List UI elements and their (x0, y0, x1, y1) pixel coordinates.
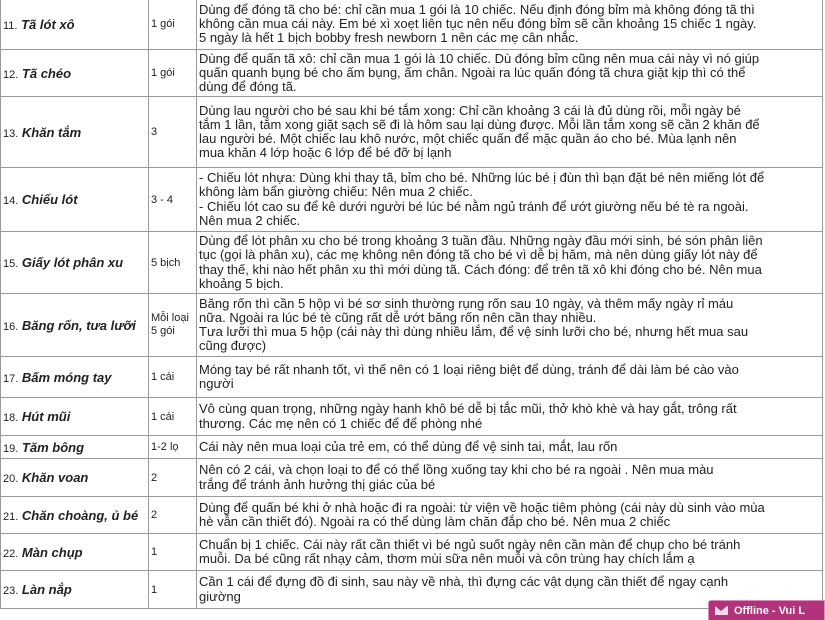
item-name-cell (1, 459, 149, 497)
table-row (1, 232, 823, 294)
item-description: Nên có 2 cái, và chọn loại to để có thể lồng xuống tay khi cho bé ra ngoài . Nên mua màu trắng để tránh ảnh hưởng thị giác của bé (197, 459, 823, 497)
item-quantity: 2 (149, 497, 197, 534)
table-row (1, 571, 823, 609)
item-name-cell (1, 436, 149, 459)
item-name-cell (1, 497, 149, 534)
item-number: 13. (3, 127, 19, 140)
item-number: 12. (3, 68, 19, 81)
item-name-cell (1, 571, 149, 609)
item-number: 23. (3, 585, 19, 597)
item-number: 21. (3, 510, 19, 523)
item-name: Bấm móng tay (21, 369, 112, 385)
item-description: Dùng để đóng tã cho bé: chỉ cần mua 1 gói là 10 chiếc. Nếu định đóng bỉm mà không đóng tã thì không cần mua cái này. Em bé xì xoẹt liên tục nên nếu đóng bỉm sẽ cần khoảng 15 chiếc 1 ngày. 5 ngày là hết 1 bịch bobby fresh newborn 1 nên các mẹ cân nhắc. (197, 0, 823, 50)
item-name: Giấy lót phân xu (21, 255, 124, 270)
item-description: Dùng lau người cho bé sau khi bé tắm xong: Chỉ cần khoảng 3 cái là đủ dùng rồi, mỗi ngày bé tắm 1 lần, tắm xong giặt sạch sẽ đi là hôm sau lại dùng được. Mỗi lần tắm xong sẽ cần 2 khăn để lau người bé. Một chiếc lau khô nước, một chiếc quấn để mặc quần áo cho bé. Mùa lạnh nên mua khăn 4 lớp hoặc 6 lớp để bé đỡ bị lạnh (197, 97, 823, 168)
table-row (1, 168, 823, 232)
item-name-cell (1, 97, 149, 168)
item-description: Băng rốn thì cần 5 hộp vì bé sơ sinh thường rụng rốn sau 10 ngày, và thêm mấy ngày rỉ máu nữa. Ngoài ra lúc bé tè cũng rất dễ ướt băng rốn nên cần thay nhiều. Tưa lưỡi thì mua 5 hộp (cái này thì dùng nhiều lắm, để vệ sinh lưỡi cho bé, nhưng hết mua sau cũng được) (197, 294, 823, 357)
table-row (1, 294, 823, 357)
item-number: 22. (3, 547, 19, 560)
item-name: Tã lót xô (21, 16, 75, 32)
item-name-cell (1, 357, 149, 398)
item-quantity: 1 gói (149, 50, 197, 97)
item-name: Màn chụp (21, 544, 83, 560)
item-name: Khăn voan (21, 470, 89, 485)
item-name: Khăn tắm (21, 124, 82, 140)
table-row (1, 0, 823, 50)
mail-icon (715, 606, 728, 615)
item-number: 20. (3, 473, 19, 485)
item-name: Chăn choàng, ủ bé (21, 507, 139, 523)
item-quantity: 1 cái (149, 357, 197, 398)
item-quantity: 1 (149, 534, 197, 571)
item-quantity: 1-2 lọ (149, 436, 197, 459)
item-quantity: 1 (149, 571, 197, 609)
item-number: 19. (3, 442, 19, 455)
item-name: Hút mũi (21, 409, 71, 424)
item-quantity: 3 - 4 (149, 168, 197, 232)
item-description: Vô cùng quan trọng, những ngày hanh khô bé dễ bị tắc mũi, thở khò khè và hay gắt, trông rất thương. Các mẹ nên có 1 chiếc để để phòng nhé (197, 398, 823, 436)
item-number: 18. (3, 412, 19, 424)
table-row (1, 436, 823, 459)
item-description: Chuẩn bị 1 chiếc. Cái này rất cần thiết vì bé ngủ suốt ngày nên cần màn để chụp cho bé tránh muỗi. Da bé cũng rất nhạy cảm, thơm mùi sữa nên muỗi và côn trùng hay chích lắm ạ (197, 534, 823, 571)
item-name-cell (1, 0, 149, 50)
item-name-cell (1, 294, 149, 357)
table-row (1, 357, 823, 398)
item-description: Dùng để quấn bé khi ở nhà hoặc đi ra ngoài: từ viện về hoặc tiêm phòng (cái này dù sinh vào mùa hè vẫn cần thiết đó). Ngoài ra có thể dùng làm chăn đắp cho bé. Nên mua 2 chiếc (197, 497, 823, 534)
item-quantity: 5 bịch (149, 232, 197, 294)
item-number: 11. (3, 19, 18, 32)
item-name-cell (1, 168, 149, 232)
item-description: Dùng để lót phân xu cho bé trong khoảng 3 tuần đầu. Những ngày đầu mới sinh, bé són phân liên tục (gọi là phân xu), các mẹ không nên đóng tã cho bé vì dễ bị hăm, mà nên dùng giấy lót này để thay thế, khi nào hết phân xu thì mới dùng tã. Cách đóng: để trên tã xô khi đóng cho bé. Nên mua khoảng 5 bịch. (197, 232, 823, 294)
table-row (1, 50, 823, 97)
offline-chat-label: Offline - Vui L (734, 604, 806, 617)
item-description: - Chiếu lót nhựa: Dùng khi thay tã, bỉm cho bé. Những lúc bé ị đùn thì bạn đặt bé nên miếng lót để không làm bẩn giường chiếu: Nên mua 2 chiếc. - Chiếu lót cao su để kê dưới người bé lúc bé nằm ngủ tránh để ướt giường nếu bé tè ra ngoài. Nên mua 2 chiếc. (197, 168, 823, 232)
item-quantity: 3 (149, 97, 197, 168)
item-quantity: 1 cái (149, 398, 197, 436)
item-description: Móng tay bé rất nhanh tốt, vì thế nên có 1 loại riêng biệt để dùng, tránh để dài làm bé cào vào người (197, 357, 823, 398)
table-row (1, 534, 823, 571)
item-name-cell (1, 534, 149, 571)
item-name: Tã chéo (21, 65, 72, 81)
item-name-cell (1, 232, 149, 294)
table-row (1, 398, 823, 436)
item-quantity: Mỗi loại 5 gói (149, 294, 197, 357)
item-number: 17. (3, 372, 19, 385)
item-number: 15. (3, 258, 19, 270)
item-name: Tăm bông (21, 439, 85, 455)
item-number: 16. (3, 320, 19, 333)
item-name: Chiếu lót (21, 192, 78, 207)
table-row (1, 497, 823, 534)
item-name: Làn nắp (21, 582, 72, 597)
item-name-cell (1, 398, 149, 436)
item-name: Băng rốn, tưa lưỡi (21, 317, 136, 333)
offline-chat-widget[interactable] (708, 600, 825, 620)
item-description: Dùng để quấn tã xô: chỉ cần mua 1 gói là 10 chiếc. Dù đóng bỉm cũng nên mua cái này vì nó giúp quấn quanh bụng bé cho ấm bụng, ấm chân. Ngoài ra lúc quấn đóng tã chưa giặt kịp thì có thể dùng để đóng tã. (197, 50, 823, 97)
table-row (1, 459, 823, 497)
item-name-cell (1, 50, 149, 97)
item-number: 14. (3, 195, 19, 207)
item-description: Cần 1 cái để đựng đồ đi sinh, sau này về nhà, thì đựng các vật dụng cần thiết để ngay cạnh giường (197, 571, 823, 609)
item-description: Cái này nên mua loại của trẻ em, có thể dùng để vệ sinh tai, mắt, lau rốn (197, 436, 823, 459)
item-quantity: 2 (149, 459, 197, 497)
item-quantity: 1 gói (149, 0, 197, 50)
table-row (1, 97, 823, 168)
